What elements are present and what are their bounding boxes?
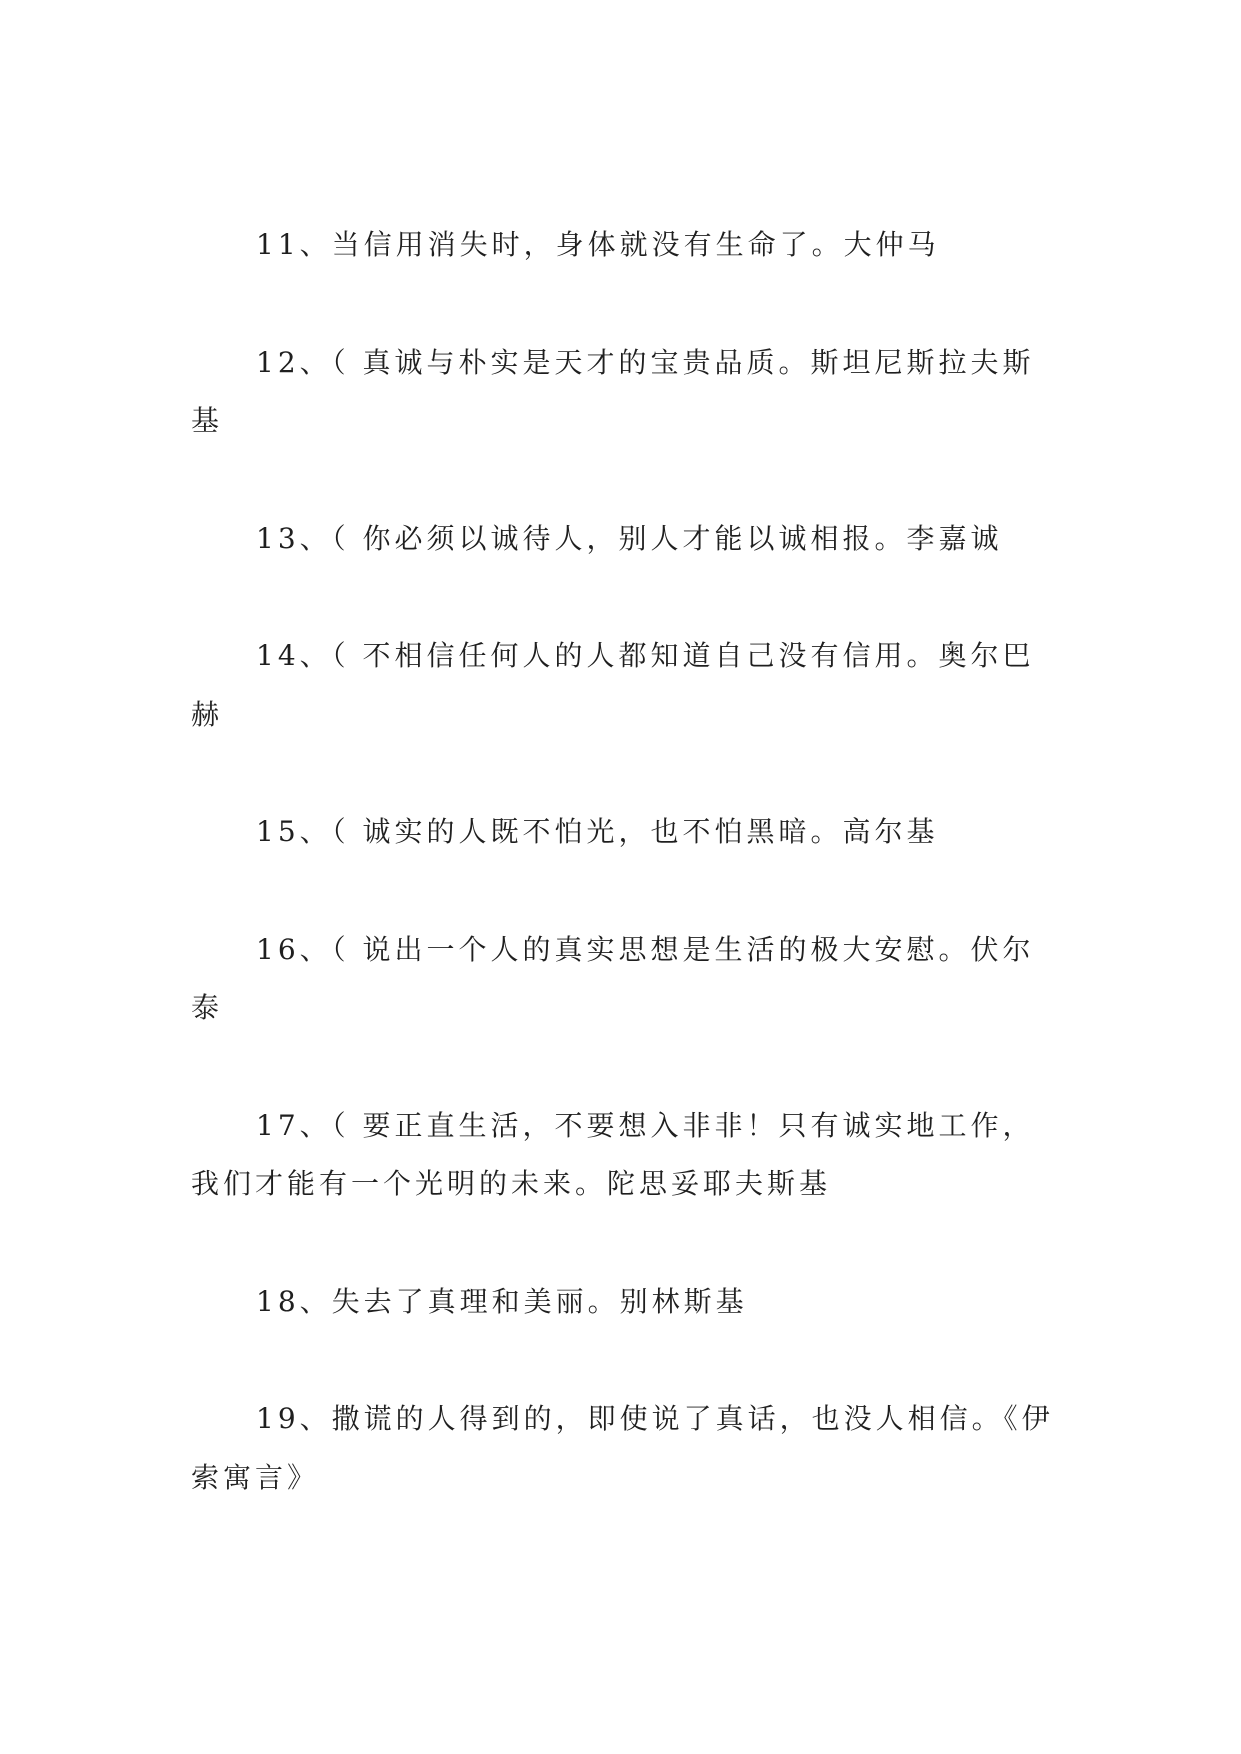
quote-line: 基 [191,404,224,437]
quote-line: 17、（ 要正直生活，不要想入非非！只有诚实地工作， [256,1108,1035,1142]
quote-line: 我们才能有一个光明的未来。陀思妥耶夫斯基 [191,1167,832,1200]
quote-line: 14、（ 不相信任何人的人都知道自己没有信用。奥尔巴 [256,639,1035,672]
quote-paragraph-16 [191,921,1121,1038]
quote-paragraph-19 [191,1390,1121,1507]
quote-paragraph-12 [191,334,1121,451]
quote-line: 19、撒谎的人得到的，即使说了真话，也没人相信。《伊 [256,1402,1054,1435]
quote-paragraph-15 [191,803,1121,862]
quote-paragraph-14 [191,627,1121,744]
quote-paragraph-18 [191,1273,1121,1332]
quote-line: 索寓言》 [191,1460,320,1494]
quote-line: 泰 [191,991,224,1024]
quote-line: 13、（ 你必须以诚待人，别人才能以诚相报。李嘉诚 [256,521,1003,555]
quote-line: 18、失去了真理和美丽。别林斯基 [256,1284,748,1318]
quote-line: 16、（ 说出一个人的真实思想是生活的极大安慰。伏尔 [256,932,1035,966]
quote-paragraph-17 [191,1097,1121,1214]
quote-line: 11、当信用消失时，身体就没有生命了。大仲马 [256,228,940,261]
quote-paragraph-13 [191,510,1121,569]
quote-line: 赫 [191,697,224,731]
quote-paragraph-11 [191,216,1121,275]
quote-line: 15、（ 诚实的人既不怕光，也不怕黑暗。高尔基 [256,815,939,848]
quote-line: 12、（ 真诚与朴实是天才的宝贵品质。斯坦尼斯拉夫斯 [256,345,1035,379]
